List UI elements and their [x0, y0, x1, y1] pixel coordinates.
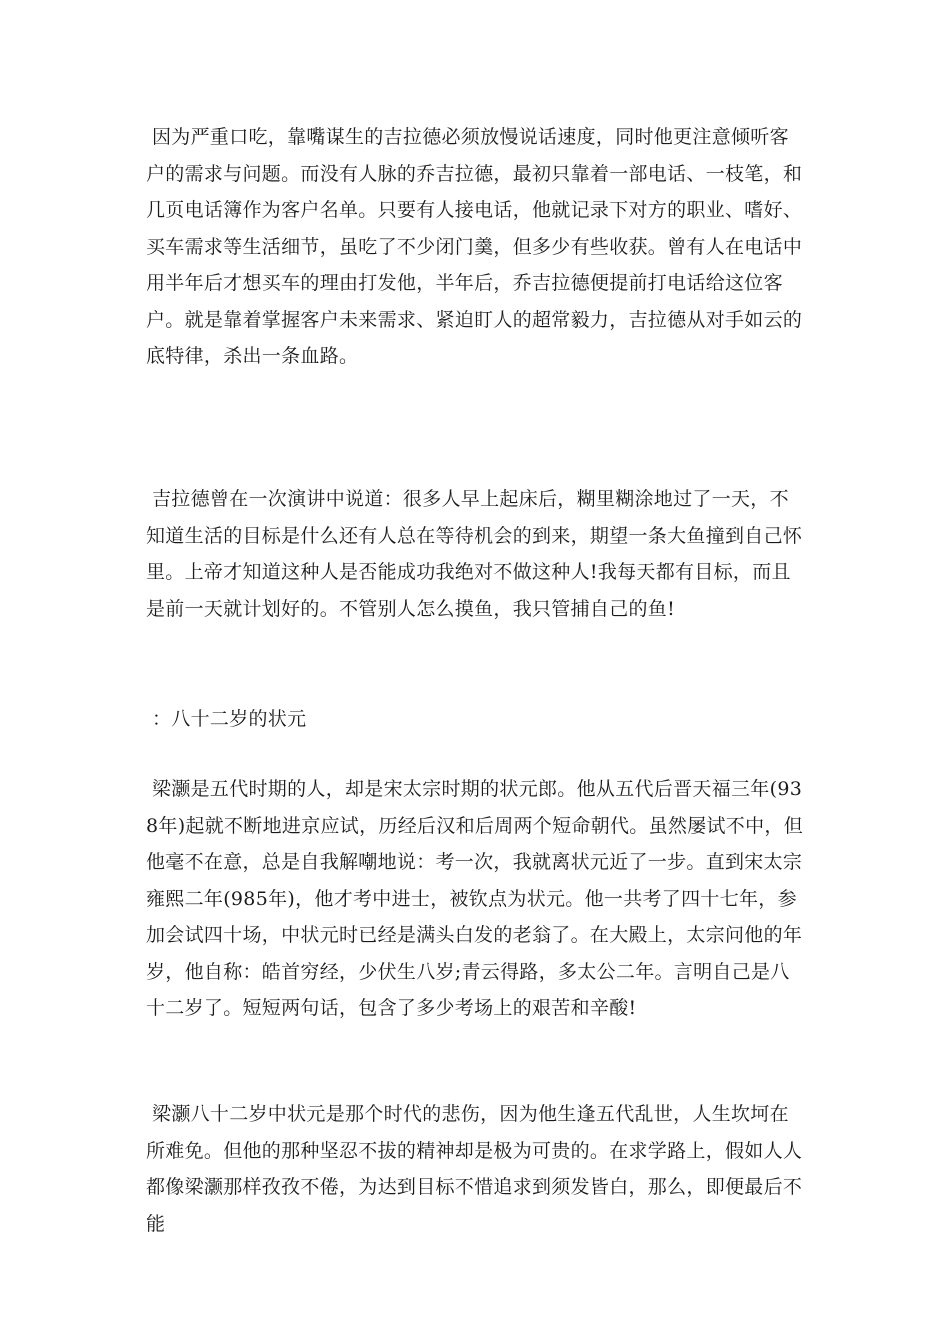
paragraph-liang-hao-story: 梁灏是五代时期的人，却是宋太宗时期的状元郎。他从五代后晋天福三年(938年)起就不断地进京应试，历经后汉和后周两个短命朝代。虽然屡试不中，但他毫不在意，总是自我解嘲地说：考一次，我就离状元近了一步。直到宋太宗雍熙二年(985年)，他才考中进士，被钦点为状元。他一共考了四十七年，参加会试四十场，中状元时已经是满头白发的老翁了。在大殿上，太宗问他的年岁，他自称：皓首穷经，少伏生八岁;青云得路，多太公二年。言明自己是八十二岁了。短短两句话，包含了多少考场上的艰苦和辛酸! [146, 778, 804, 1019]
section-heading: ：八十二岁的状元 [152, 708, 307, 730]
paragraph-liang-hao-reflection: 梁灏八十二岁中状元是那个时代的悲伤，因为他生逢五代乱世，人生坎坷在所难免。但他的那种坚忍不拔的精神却是极为可贵的。在求学路上，假如人人都像梁灏那样孜孜不倦，为达到目标不惜追求到须发皆白，那么，即便最后不能 [146, 1103, 803, 1235]
paragraph-girard-speech: 吉拉德曾在一次演讲中说道：很多人早上起床后，糊里糊涂地过了一天，不知道生活的目标是什么还有人总在等待机会的到来，期望一条大鱼撞到自己怀里。上帝才知道这种人是否能成功我绝对不做这种人!我每天都有目标，而且是前一天就计划好的。不管别人怎么摸鱼，我只管捕自己的鱼! [146, 488, 803, 620]
paragraph-girard-stutter: 因为严重口吃，靠嘴谋生的吉拉德必须放慢说话速度，同时他更注意倾听客户的需求与问题。而没有人脉的乔吉拉德，最初只靠着一部电话、一枝笔，和几页电话簿作为客户名单。只要有人接电话，他就记录下对方的职业、嗜好、买车需求等生活细节，虽吃了不少闭门羹，但多少有些收获。曾有人在电话中用半年后才想买车的理由打发他，半年后，乔吉拉德便提前打电话给这位客户。就是靠着掌握客户未来需求、紧迫盯人的超常毅力，吉拉德从对手如云的底特律，杀出一条血路。 [146, 126, 803, 367]
